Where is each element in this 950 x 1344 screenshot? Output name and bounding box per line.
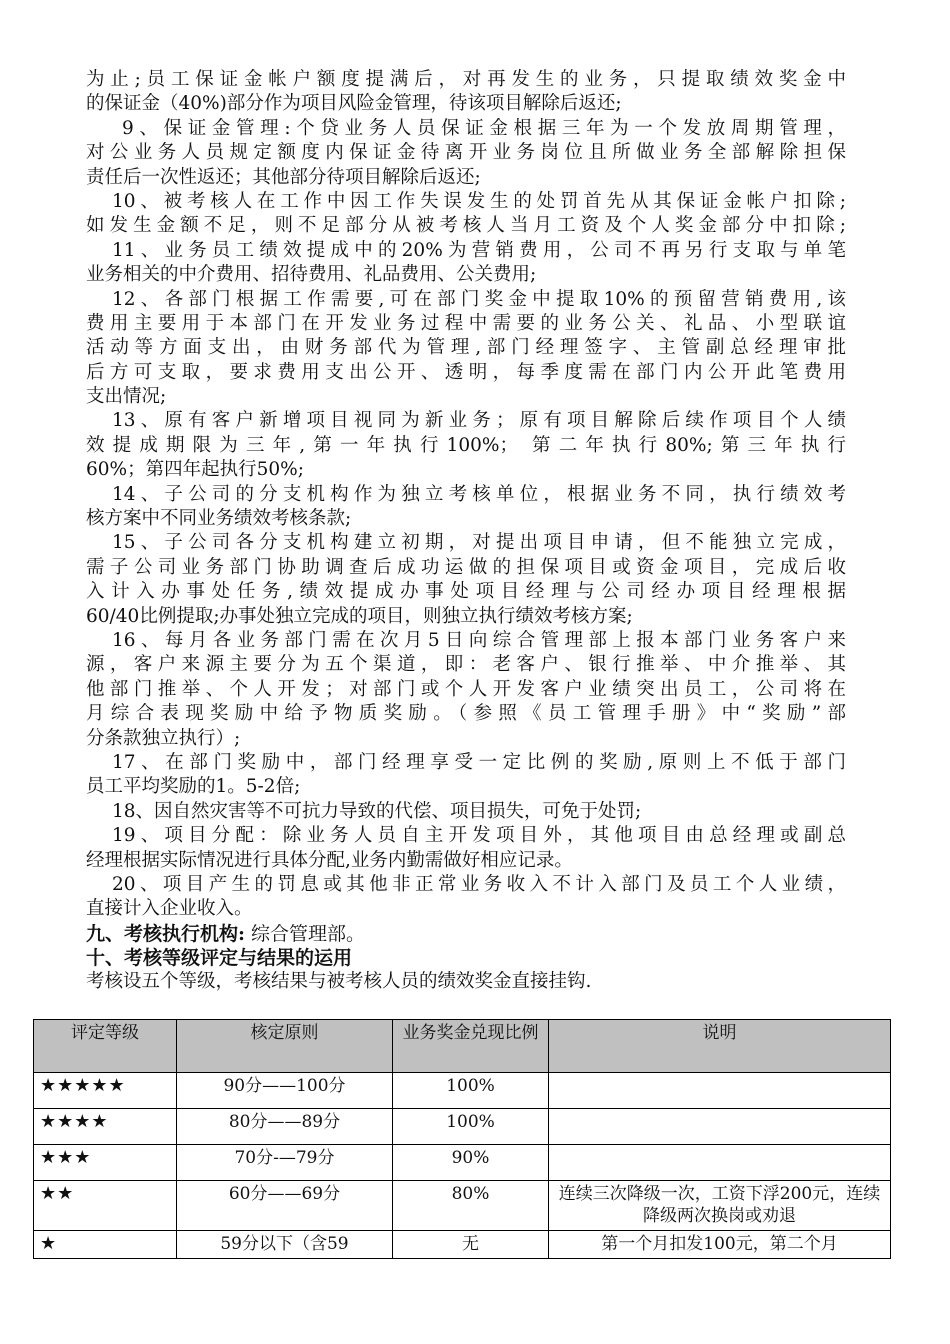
grade-rule: 59分以下（含59	[177, 1231, 393, 1259]
header-ratio: 业务奖金兑现比例	[393, 1020, 549, 1073]
text-line: 15、子公司各分支机构建立初期，对提出项目申请，但不能独立完成，	[112, 532, 846, 554]
text-line: 后方可支取，要求费用支出公开、透明，每季度需在部门内公开此笔费用	[86, 361, 846, 383]
grade-stars: ★★	[34, 1181, 177, 1231]
text-line: 他部门推举、个人开发；对部门或个人开发客户业绩突出员工，公司将在	[86, 678, 846, 700]
text-line: 19、项目分配：除业务人员自主开发项目外，其他项目由总经理或副总	[112, 825, 846, 847]
text-line: 业务相关的中介费用、招待费用、礼品费用、公关费用;	[86, 264, 537, 286]
text-line: 责任后一次性返还；其他部分待项目解除后返还;	[86, 166, 481, 188]
text-line: 12、各部门根据工作需要,可在部门奖金中提取10%的预留营销费用,该	[112, 288, 846, 310]
text-line: 的保证金（40%)部分作为项目风险金管理，待该项目解除后返还;	[86, 93, 622, 115]
text-line: 经理根据实际情况进行具体分配,业务内勤需做好相应记录。	[86, 849, 573, 871]
grade-note: 第一个月扣发100元，第二个月	[549, 1231, 891, 1259]
text-line: 入计入办事处任务,绩效提成办事处项目经理与公司经办项目经理根据	[86, 581, 846, 603]
text-line: 活动等方面支出，由财务部代为管理,部门经理签字、主管副总经理审批	[86, 337, 846, 359]
grade-rule: 80分——89分	[177, 1109, 393, 1145]
text-line: 9、保证金管理:个贷业务人员保证金根据三年为一个发放周期管理，	[122, 117, 846, 139]
grade-table	[33, 1019, 891, 1259]
text-line: 18、因自然灾害等不可抗力导致的代偿、项目损失，可免于处罚;	[112, 800, 642, 822]
table-row	[34, 1231, 891, 1259]
text-line: 如发生金额不足，则不足部分从被考核人当月工资及个人奖金部分中扣除;	[86, 215, 846, 237]
grade-stars: ★★★	[34, 1145, 177, 1181]
header-rule: 核定原则	[177, 1020, 393, 1073]
table-header-row	[34, 1020, 891, 1073]
text-line: 60/40比例提取;办事处独立完成的项目，则独立执行绩效考核方案;	[86, 605, 633, 627]
text-line: 分条款独立执行）;	[86, 727, 241, 749]
grade-rule: 90分——100分	[177, 1073, 393, 1109]
section-9-title: 九、考核执行机构:	[86, 922, 246, 945]
text-line: 源，客户来源主要分为五个渠道，即：老客户、银行推举、中介推举、其	[86, 654, 846, 676]
grade-rule: 60分——69分	[177, 1181, 393, 1231]
text-line: 效提成期限为三年,第一年执行100%； 第二年执行80%;第三年执行	[86, 434, 846, 456]
text-line: 为止;员工保证金帐户额度提满后，对再发生的业务，只提取绩效奖金中	[86, 69, 846, 90]
text-line: 费用主要用于本部门在开发业务过程中需要的业务公关、礼品、小型联谊	[86, 312, 846, 334]
grade-ratio: 80%	[393, 1181, 549, 1231]
text-line: 60%；第四年起执行50%;	[86, 459, 304, 481]
grade-note	[549, 1145, 891, 1181]
grade-stars: ★	[34, 1231, 177, 1259]
text-line: 支出情况;	[86, 386, 167, 408]
grade-note: 连续三次降级一次，工资下浮200元，连续降级两次换岗或劝退	[549, 1181, 891, 1231]
grade-ratio: 90%	[393, 1145, 549, 1181]
grade-stars: ★★★★★	[34, 1073, 177, 1109]
text-line: 13、原有客户新增项目视同为新业务；原有项目解除后续作项目个人绩	[112, 410, 846, 432]
text-line: 20、项目产生的罚息或其他非正常业务收入不计入部门及员工个人业绩，	[112, 873, 846, 895]
grade-note	[549, 1073, 891, 1109]
table-row	[34, 1181, 891, 1231]
text-line: 核方案中不同业务绩效考核条款;	[86, 508, 352, 530]
section-10-heading: 十、考核等级评定与结果的运用	[86, 947, 353, 970]
section-10-intro: 考核设五个等级，考核结果与被考核人员的绩效奖金直接挂钩.	[86, 971, 592, 993]
header-grade: 评定等级	[34, 1020, 177, 1073]
section-9-heading	[86, 922, 846, 946]
text-line: 11、业务员工绩效提成中的20%为营销费用，公司不再另行支取与单笔	[112, 239, 846, 261]
grade-note	[549, 1109, 891, 1145]
text-line: 员工平均奖励的1。5-2倍;	[86, 776, 301, 798]
table-row	[34, 1145, 891, 1181]
text-line: 10、被考核人在工作中因工作失误发生的处罚首先从其保证金帐户扣除;	[112, 190, 846, 212]
text-line: 16、每月各业务部门需在次月5日向综合管理部上报本部门业务客户来	[112, 629, 846, 651]
grade-stars: ★★★★	[34, 1109, 177, 1145]
grade-ratio: 100%	[393, 1109, 549, 1145]
text-line: 对公业务人员规定额度内保证金待离开业务岗位且所做业务全部解除担保	[86, 142, 846, 164]
table-row	[34, 1073, 891, 1109]
grade-ratio: 100%	[393, 1073, 549, 1109]
grade-ratio: 无	[393, 1231, 549, 1259]
document-body	[86, 68, 846, 995]
table-row	[34, 1109, 891, 1145]
header-note: 说明	[549, 1020, 891, 1073]
grade-rule: 70分-—79分	[177, 1145, 393, 1181]
section-9-body: 综合管理部。	[245, 922, 366, 945]
text-line: 17、在部门奖励中，部门经理享受一定比例的奖励,原则上不低于部门	[112, 751, 846, 773]
text-line: 月综合表现奖励中给予物质奖励。（参照《员工管理手册》中“奖励”部	[86, 703, 846, 725]
text-line: 14、子公司的分支机构作为独立考核单位，根据业务不同，执行绩效考	[112, 483, 846, 505]
text-line: 需子公司业务部门协助调查后成功运做的担保项目或资金项目，完成后收	[86, 556, 846, 578]
text-line: 直接计入企业收入。	[86, 898, 253, 920]
